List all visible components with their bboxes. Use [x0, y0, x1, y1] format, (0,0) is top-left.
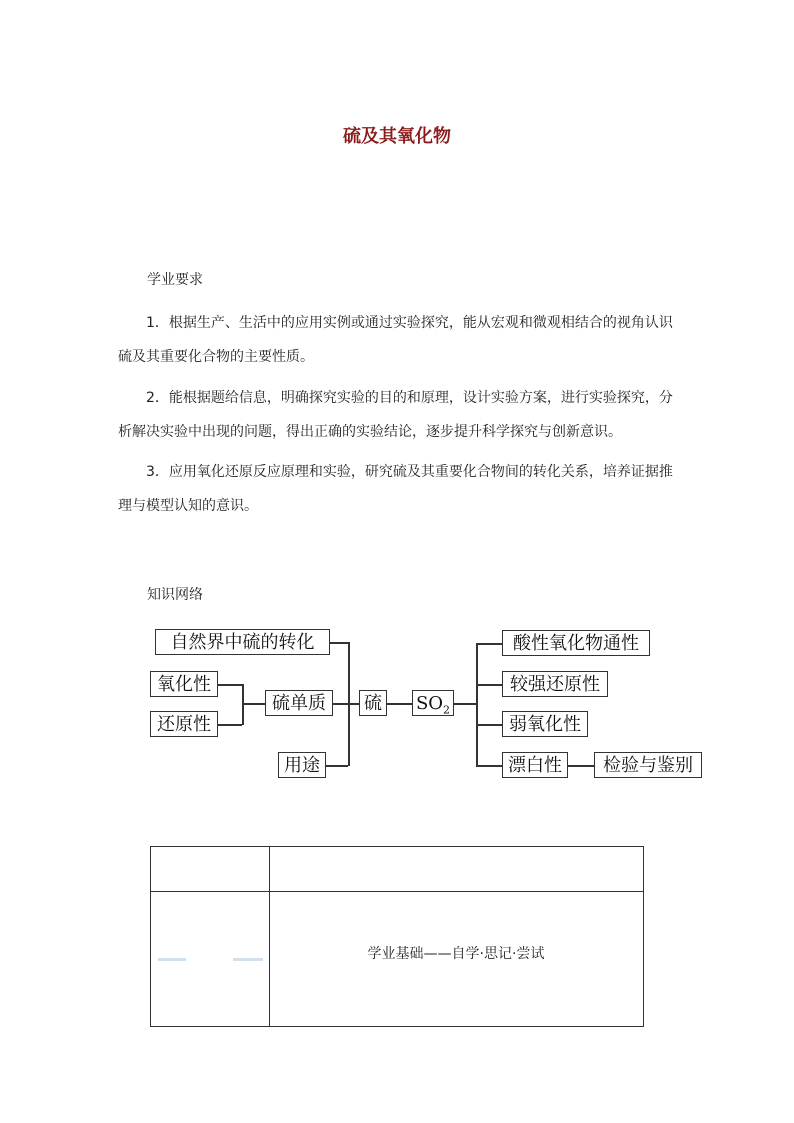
connector-line [476, 684, 502, 686]
item-number: 3． [146, 464, 169, 480]
requirement-item-2 [118, 381, 678, 449]
connector-line [242, 703, 265, 705]
table-row-divider [151, 891, 643, 892]
section-heading-requirements: 学业要求 [147, 272, 203, 288]
connector-line [387, 703, 412, 705]
item-text-line1: 能根据题给信息，明确探究实验的目的和原理，设计实验方案，进行实验探究，分 [168, 390, 673, 406]
item-text-line2: 理与模型认知的意识。 [118, 498, 258, 514]
item-text-line1: 根据生产、生活中的应用实例或通过实验探究，能从宏观和微观相结合的视角认识 [168, 315, 673, 331]
connector-line [348, 703, 359, 705]
connector-line [476, 643, 502, 645]
table-caption: 学业基础——自学·思记·尝试 [367, 946, 545, 962]
connector-line [218, 724, 242, 726]
connector-line [326, 765, 348, 767]
page-title: 硫及其氧化物 [343, 126, 451, 147]
item-text-line2: 析解决实验中出现的问题，得出正确的实验结论，逐步提升科学探究与创新意识。 [118, 424, 622, 440]
section-heading-network: 知识网络 [147, 587, 203, 603]
box-reducing: 还原性 [150, 711, 218, 737]
connector-line [330, 642, 348, 644]
box-sulfur-element: 硫单质 [265, 690, 333, 716]
box-weak-oxidizing: 弱氧化性 [502, 711, 588, 737]
decorative-mark [158, 958, 186, 961]
connector-line [218, 684, 242, 686]
box-bleaching: 漂白性 [502, 752, 568, 778]
item-number: 2． [146, 390, 169, 406]
table-column-divider [269, 847, 270, 1026]
decorative-mark [233, 958, 263, 961]
box-acid-oxide: 酸性氧化物通性 [502, 630, 650, 656]
connector-line [568, 765, 594, 767]
box-uses: 用途 [278, 752, 326, 778]
connector-line [476, 765, 502, 767]
item-text-line2: 硫及其重要化合物的主要性质。 [118, 349, 314, 365]
connector-line [242, 684, 244, 725]
box-strong-reducing: 较强还原性 [502, 671, 608, 697]
connector-line [454, 703, 476, 705]
box-so2: $SO_2$ [412, 690, 454, 716]
section-table [150, 846, 644, 1027]
box-oxidizing: 氧化性 [150, 671, 218, 697]
box-detection: 检验与鉴别 [594, 752, 702, 778]
connector-line [333, 703, 348, 705]
box-sulfur: 硫 [359, 690, 387, 716]
requirement-item-1 [118, 306, 678, 374]
box-natural-sulfur-cycle: 自然界中硫的转化 [155, 629, 330, 655]
connector-line [476, 643, 478, 766]
connector-line [476, 724, 502, 726]
requirement-item-3 [118, 455, 678, 523]
item-text-line1: 应用氧化还原反应原理和实验，研究硫及其重要化合物间的转化关系，培养证据推 [168, 464, 673, 480]
item-number: 1． [146, 315, 169, 331]
